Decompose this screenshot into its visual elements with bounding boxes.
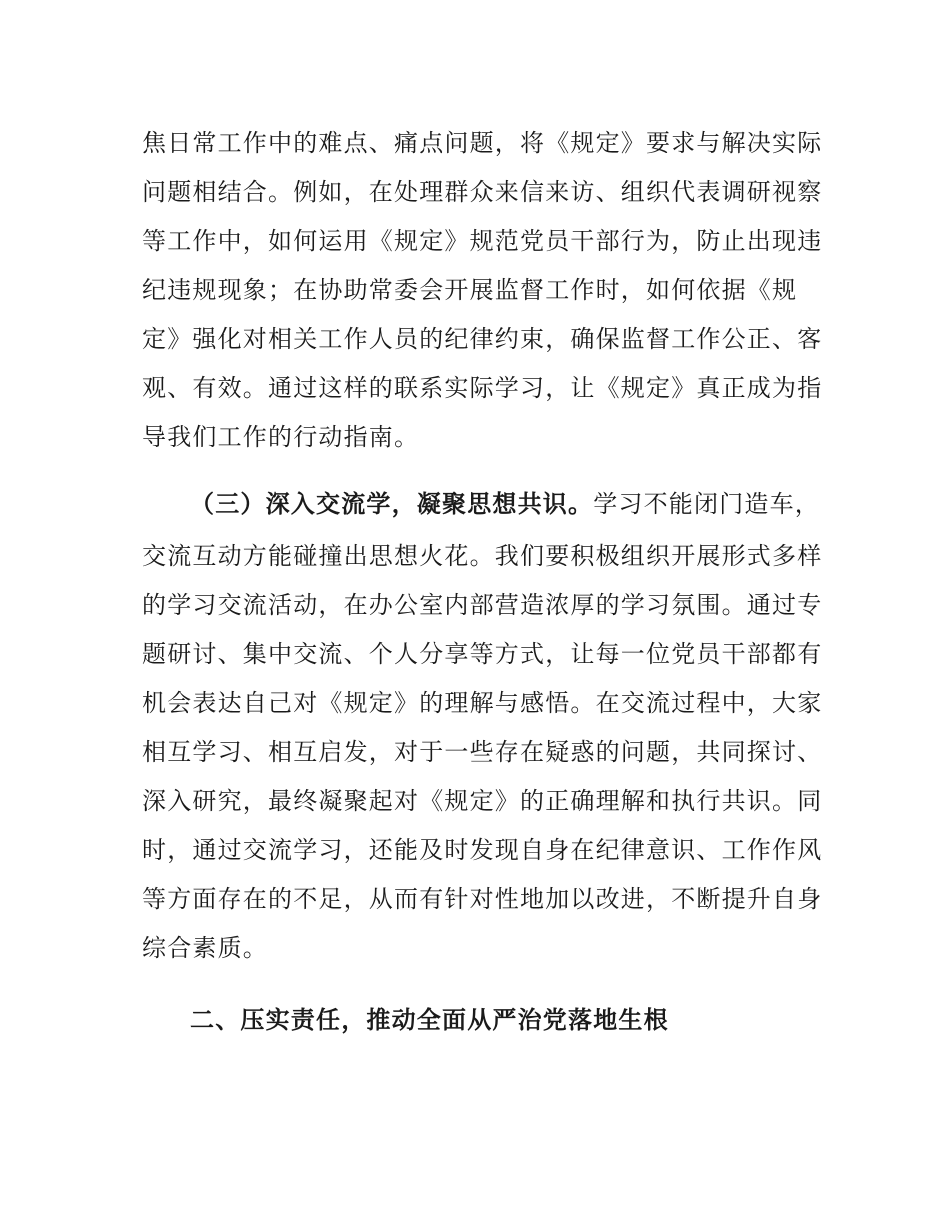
paragraph-line: 综合素质。 xyxy=(142,934,268,962)
paragraph-line: 等方面存在的不足，从而有针对性地加以改进，不断提升自身 xyxy=(142,885,823,913)
paragraph-line: 纪违规现象；在协助常委会开展监督工作时，如何依据《规 xyxy=(142,276,798,304)
paragraph-line: 时，通过交流学习，还能及时发现自身在纪律意识、工作作风 xyxy=(142,836,823,864)
subsection-heading: （三）深入交流学，凝聚思想共识。 xyxy=(190,490,594,518)
paragraph-line: 定》强化对相关工作人员的纪律约束，确保监督工作公正、客 xyxy=(142,325,823,353)
paragraph-line: 深入研究，最终凝聚起对《规定》的正确理解和执行共识。同 xyxy=(142,787,823,815)
paragraph-line: 的学习交流活动，在办公室内部营造浓厚的学习氛围。通过专 xyxy=(142,591,823,619)
paragraph-first-line xyxy=(190,484,821,524)
paragraph-line: 问题相结合。例如，在处理群众来信来访、组织代表调研视察 xyxy=(142,178,823,206)
paragraph-line: 观、有效。通过这样的联系实际学习，让《规定》真正成为指 xyxy=(142,374,823,402)
paragraph-line: 机会表达自己对《规定》的理解与感悟。在交流过程中，大家 xyxy=(142,689,823,717)
paragraph-line: 等工作中，如何运用《规定》规范党员干部行为，防止出现违 xyxy=(142,227,823,255)
paragraph-line: 焦日常工作中的难点、痛点问题，将《规定》要求与解决实际 xyxy=(142,129,823,157)
paragraph-line: 相互学习、相互启发，对于一些存在疑惑的问题，共同探讨、 xyxy=(142,738,823,766)
paragraph-text: 学习不能闭门造车， xyxy=(593,490,821,518)
paragraph-line: 导我们工作的行动指南。 xyxy=(142,423,420,451)
section-heading: 二、压实责任，推动全面从严治党落地生根 xyxy=(190,1006,669,1034)
paragraph-line: 交流互动方能碰撞出思想火花。我们要积极组织开展形式多样 xyxy=(142,542,823,570)
paragraph-line: 题研讨、集中交流、个人分享等方式，让每一位党员干部都有 xyxy=(142,640,823,668)
